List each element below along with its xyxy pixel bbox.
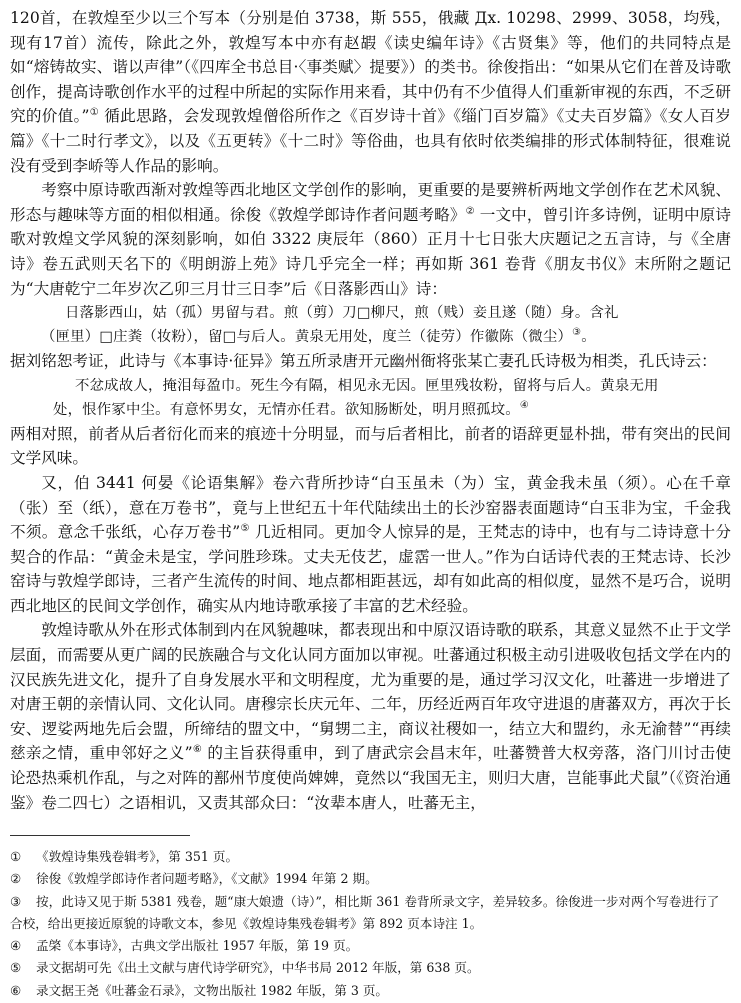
paragraph-6-tail: 的主旨获得重申，到了唐武宗会昌末年，吐蕃赞普大权旁落，洛门川讨击使论恐热乘机作乱，与之对阵的鄯州节度使尚婢婢，竟然以“我国无主，则归大唐，岂能事此犬鼠”（《资治通鉴》卷二四七）之语相讥，又责其部众曰：“汝辈本唐人，吐蕃无主， <box>10 744 731 812</box>
footnote-ref-3[interactable]: ③ <box>572 327 582 339</box>
footnote-text-4: 孟棨《本事诗》，古典文学出版社 1957 年版，第 19 页。 <box>36 938 359 954</box>
footnote-text-1: 《敦煌诗集残卷辑考》，第 351 页。 <box>36 849 239 864</box>
footnote-mark-5: ⑤ <box>10 960 22 976</box>
footnote-text-5: 录文据胡可先《出土文献与唐代诗学研究》，中华书局 2012 年版，第 638 页。 <box>36 960 480 976</box>
main-text <box>10 6 731 815</box>
paragraph-2-tail: 一文中，曾引许多诗例，证明中原诗歌对敦煌文学风貌的深刻影响，如伯 3322 庚辰年（860）正月十七日张大庆题记之五言诗，与《全唐诗》卷五武则天名下的《明朗游上苑》诗几乎完全一样；再如斯 361 卷背《朋友书仪》末所附之题记为“大唐乾宁二年岁次乙卯三月廿三日李”后《日落影西山》诗： <box>10 205 731 298</box>
paragraph-4: 两相对照，前者从后者衍化而来的痕迹十分明显，而与后者相比，前者的语辞更显朴拙，带有突出的民间文学风味。 <box>10 424 731 468</box>
poem-quote-1 <box>10 301 725 349</box>
footnote-3 <box>10 891 729 936</box>
footnote-5 <box>10 957 729 979</box>
poem-quote-2-line-2-wrap <box>53 398 725 422</box>
poem-quote-1-end: 。 <box>581 329 596 346</box>
poem-quote-1-line-2-wrap <box>41 325 725 349</box>
paragraph-1 <box>10 6 731 178</box>
footnote-1 <box>10 846 729 868</box>
footnote-4 <box>10 935 729 957</box>
footnote-mark-1: ① <box>10 849 22 864</box>
paragraph-2 <box>10 178 731 301</box>
footnote-mark-4: ④ <box>10 938 22 954</box>
paragraph-3: 据刘铭恕考证，此诗与《本事诗·征异》第五所录唐开元幽州衙将张某亡妻孔氏诗极为相类，孔氏诗云： <box>10 352 717 371</box>
footnotes <box>10 846 729 1002</box>
poem-quote-2-line-1: 不忿成故人，掩泪每盈巾。死生今有隔，相见永无因。匣里残妆粉，留将与后人。黄泉无用 <box>75 377 659 394</box>
footnote-ref-4[interactable]: ④ <box>519 399 530 411</box>
footnote-mark-3: ③ <box>10 893 22 909</box>
footnote-6 <box>10 980 729 1002</box>
poem-quote-1-line-2: （匣里）□庄粪（妆粉），留□与后人。黄泉无用处，度兰（徒劳）作徽陈（微尘） <box>41 329 573 346</box>
poem-quote-2-line-2: 处，恨作冢中尘。有意怀男女，无情亦任君。欲知肠断处，明月照孤坟。 <box>53 401 520 418</box>
footnote-text-6: 录文据王尧《吐蕃金石录》，文物出版社 1982 年版，第 3 页。 <box>36 982 389 998</box>
paragraph-6-text: 敦煌诗歌从外在形式体制到内在风貌趣味，都表现出和中原汉语诗歌的联系，其意义显然不止于文学层面，而需要从更广阔的民族融合与文化认同方面加以审视。吐蕃通过积极主动引进吸收包括文学在内的汉民族先进文化，提升了自身发展水平和文明程度，尤为重要的是，通过学习汉文化，吐蕃进一步增进了对唐王朝的亲情认同、文化认同。唐穆宗长庆元年、二年，历经近两百年攻守进退的唐蕃双方，再次于长安、逻娑两地先后会盟，所缔结的盟文中，“舅甥二主，商议社稷如一，结立大和盟约，永无渝替”“再续慈亲之情，重申邻好之义” <box>10 621 731 763</box>
paragraph-5-tail: 几近相同。更加令人惊异的是，王梵志的诗中，也有与二诗诗意十分契合的作品：“黄金未是宝，学问胜珍珠。丈夫无伎艺，虚霑一世人。”作为白话诗代表的王梵志诗、长沙窑诗与敦煌学郎诗，三者产生流传的时间、地点都相距甚远，却有如此高的相似度，显然不是巧合，说明西北地区的民间文学创作，确实从内地诗歌承接了丰富的艺术经验。 <box>10 523 731 615</box>
paragraph-5-text: 又，伯 3441 何晏《论语集解》卷六背所抄诗“白玉虽未（为）宝，黄金我未虽（须）。心在千章（张）至（纸），意在万卷书”，竟与上世纪五十年代陆续出土的长沙窑器表面题诗“白玉非为宝，千金我不须。意念千张纸，心存万卷书” <box>10 473 731 542</box>
paragraph-1-tail: 循此思路，会发现敦煌僧俗所作之《百岁诗十首》《缁门百岁篇》《丈夫百岁篇》《女人百岁篇》《十二时行孝文》，以及《五更转》《十二时》等俗曲，也具有依时依类编排的形式体制特征，很难说没有受到李峤等人作品的影响。 <box>10 107 731 175</box>
paragraph-5 <box>10 471 731 619</box>
poem-quote-2 <box>10 374 725 422</box>
paragraph-1-text: 120首，在敦煌至少以三个写本（分别是伯 3738，斯 555，俄藏 Дx. 10298、2999、3058，均残，现有17首）流传，除此之外，敦煌写本中亦有赵嘏《读史编年诗》《古贤集》等，他们的共同特点是如“熔铸故实、谐以声律”（《四库全书总目·〈事类赋〉提要》）的类书。徐俊指出：“如果从它们在普及诗歌创作，提高诗歌创作水平的过程中所起的实际作用来看，其中仍有不少值得人们重新审视的东西，不乏研究的价值。” <box>10 9 731 126</box>
paragraph-2-text: 考察中原诗歌西渐对敦煌等西北地区文学创作的影响，更重要的是要辨析两地文学创作在艺术风貌、形态与趣味等方面的相似相通。徐俊《敦煌学郎诗作者问题考略》 <box>10 181 731 224</box>
footnote-mark-6: ⑥ <box>10 982 22 998</box>
footnote-text-2: 徐俊《敦煌学郎诗作者问题考略》，《文献》1994 年第 2 期。 <box>36 871 378 887</box>
paragraph-6 <box>10 618 731 815</box>
footnote-ref-6[interactable]: ⑥ <box>192 744 203 756</box>
footnote-ref-1[interactable]: ① <box>89 107 100 119</box>
footnote-ref-2[interactable]: ② <box>465 205 475 217</box>
footnote-mark-2: ② <box>10 871 22 887</box>
footnote-text-3: 按，此诗又见于斯 5381 残卷，题“康大娘遗（诗）”，相比斯 361 卷背所录文字，差异较多。徐俊进一步对两个写卷进行了合校，给出更接近原貌的诗歌文本，参见《敦煌诗集残卷辑考》第 892 页本诗注 1。 <box>10 893 720 931</box>
footnote-2 <box>10 868 729 890</box>
poem-quote-1-line-1: 日落影西山，姑（孤）男留与君。煎（剪）刀□柳尺，煎（贱）妾且遂（随）身。含礼 <box>65 305 619 322</box>
footnote-ref-5[interactable]: ⑤ <box>240 522 250 534</box>
footnote-divider <box>10 835 190 836</box>
